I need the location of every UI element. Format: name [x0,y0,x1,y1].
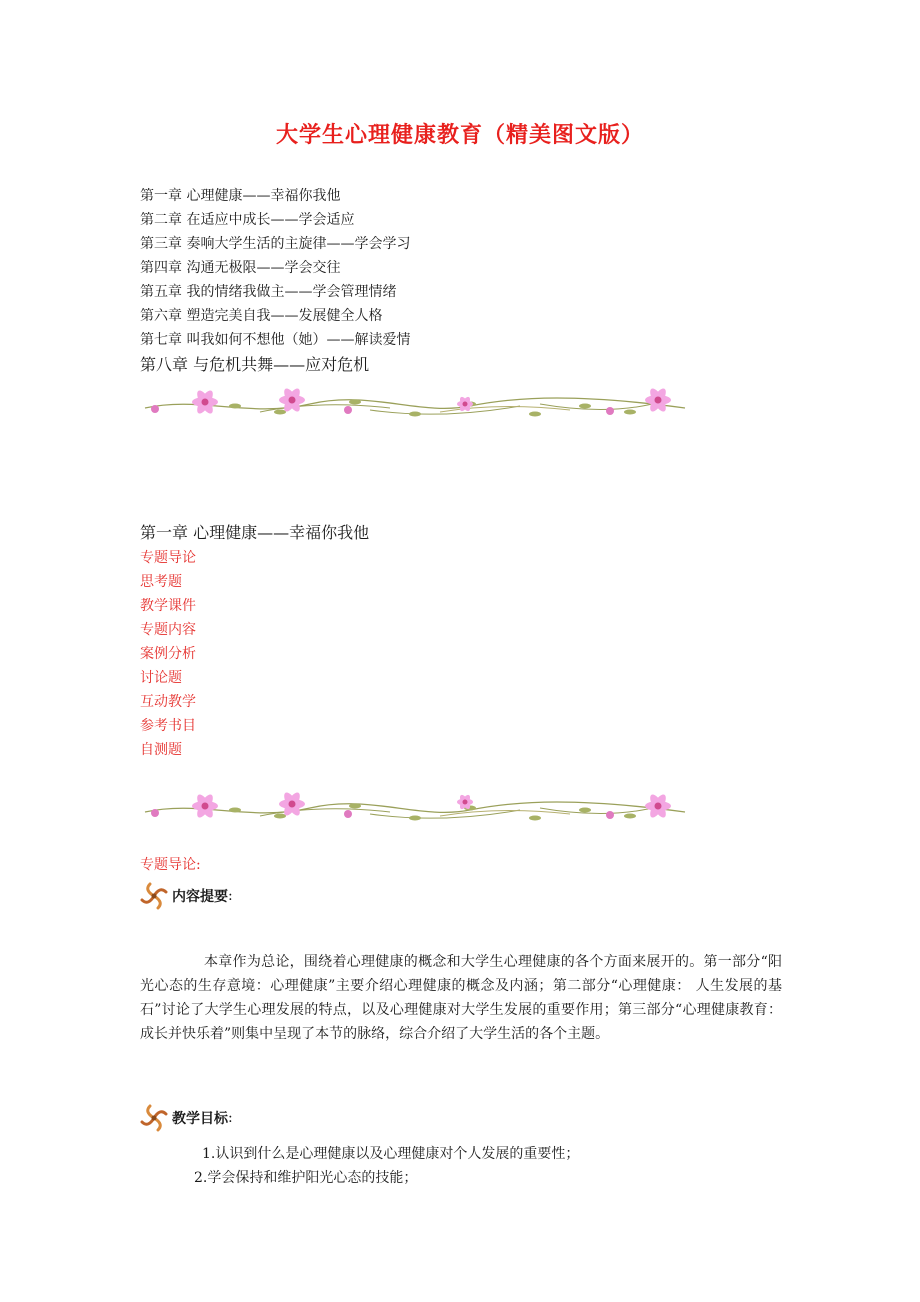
section-link-discussion[interactable]: 讨论题 [140,670,182,686]
toc-item: 第二章 在适应中成长——学会适应 [140,212,355,228]
document-title: 大学生心理健康教育（精美图文版） [275,122,644,148]
flower-icon [192,388,218,416]
bud-icon [151,405,159,413]
table-of-contents [140,184,410,378]
goal-item: 1.认识到什么是心理健康以及心理健康对个人发展的重要性； [202,1146,580,1162]
section-link-interactive[interactable]: 互动教学 [140,694,196,710]
goal-item: 2.学会保持和维护阳光心态的技能； [194,1170,418,1186]
section-link-intro[interactable]: 专题导论 [140,550,196,566]
vine-icon [145,802,685,821]
bud-icon [151,809,159,817]
chapter-heading: 第一章 心理健康——幸福你我他 [140,523,370,542]
section-link-questions[interactable]: 思考题 [140,574,182,590]
flower-icon [645,792,671,820]
bud-icon [606,407,614,415]
toc-item: 第五章 我的情绪我做主——学会管理情绪 [140,284,397,300]
flower-icon [192,792,218,820]
chapter-section-links [140,546,196,762]
flower-icon [279,386,305,414]
swirl-icon [140,1104,168,1132]
section-link-references[interactable]: 参考书目 [140,718,196,734]
vine-icon [145,398,685,417]
toc-item: 第一章 心理健康——幸福你我他 [140,188,341,204]
toc-item: 第八章 与危机共舞——应对危机 [140,355,370,374]
toc-item: 第六章 塑造完美自我——发展健全人格 [140,308,383,324]
summary-colon: : [228,888,233,904]
section-link-cases[interactable]: 案例分析 [140,646,196,662]
flower-vine-divider-icon [140,382,690,422]
section-link-content[interactable]: 专题内容 [140,622,196,638]
flower-icon [457,395,473,412]
section-link-selftest[interactable]: 自测题 [140,742,182,758]
flower-vine-divider-icon [140,786,690,826]
goals-subheading [140,1104,233,1132]
bud-icon [344,810,352,818]
toc-item: 第四章 沟通无极限——学会交往 [140,260,341,276]
toc-item: 第三章 奏响大学生活的主旋律——学会学习 [140,236,411,252]
flower-icon [279,790,305,818]
goals-colon: : [228,1110,233,1126]
swirl-icon [140,882,168,910]
section-link-courseware[interactable]: 教学课件 [140,598,196,614]
summary-subheading [140,882,233,910]
goals-list [194,1142,579,1190]
summary-label: 内容提要 [172,889,228,905]
flower-icon [645,386,671,414]
bud-icon [606,811,614,819]
intro-label: 专题导论: [140,857,201,873]
goals-label: 教学目标 [172,1111,228,1127]
bud-icon [344,406,352,414]
toc-item: 第七章 叫我如何不想他（她）——解读爱情 [140,332,411,348]
summary-paragraph: 本章作为总论，围绕着心理健康的概念和大学生心理健康的各个方面来展开的。第一部分“阳光心态的生存意境：心理健康”主要介绍心理健康的概念及内涵；第二部分“心理健康： 人生发展的基石”讨论了大学生心理发展的特点，以及心理健康对大学生发展的重要作用；第三部分“心理健康教育：成长并快乐着”则集中呈现了本节的脉络，综合介绍了大学生活的各个主题。 [140,954,782,1042]
